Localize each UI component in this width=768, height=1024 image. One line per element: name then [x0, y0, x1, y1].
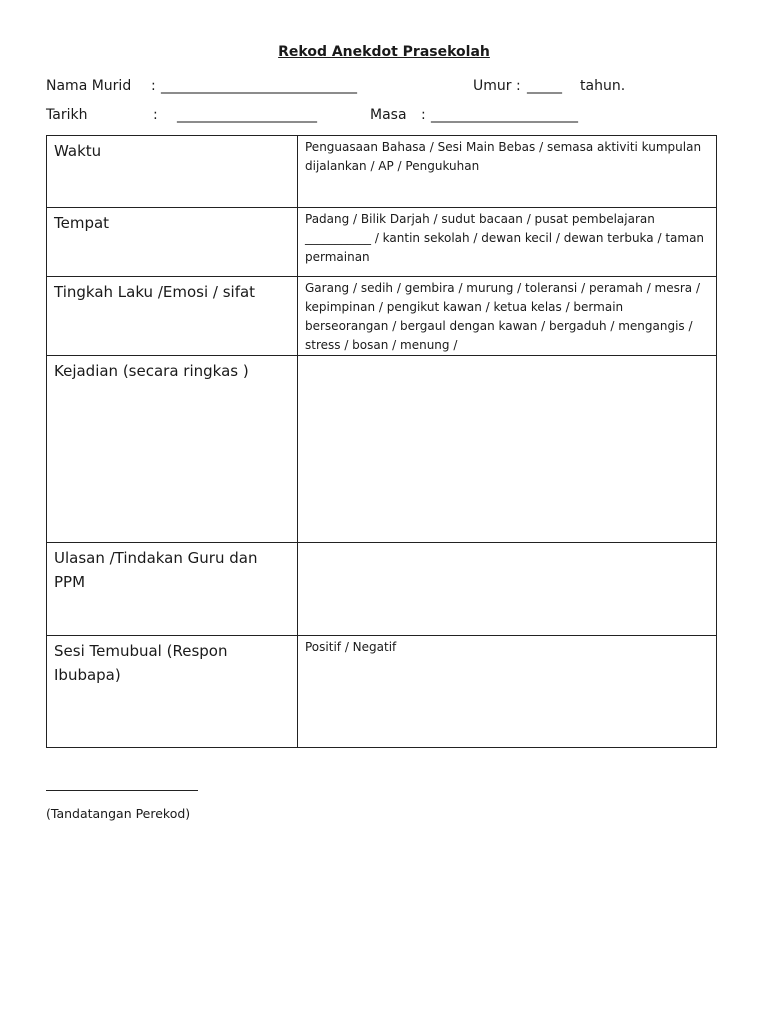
kejadian-label-cell: [47, 356, 298, 543]
tarikh-label: Tarikh: [46, 107, 88, 123]
row-sesi-temubual: [47, 636, 717, 748]
ulasan-label-cell: [47, 543, 298, 636]
kejadian-input[interactable]: [298, 356, 717, 543]
umur-suffix: tahun.: [580, 78, 626, 94]
signature-caption: (Tandatangan Perekod): [46, 806, 191, 821]
masa-input[interactable]: _____________________: [431, 107, 578, 123]
kejadian-value: [298, 356, 716, 358]
signature-line[interactable]: [46, 790, 198, 791]
tempat-label: Tempat: [54, 214, 110, 232]
kejadian-label: Kejadian (secara ringkas ): [54, 362, 249, 380]
row-tempat: [47, 208, 717, 277]
row-ulasan: [47, 543, 717, 636]
ulasan-input[interactable]: [298, 543, 717, 636]
ulasan-value: [298, 543, 716, 545]
tingkah-laku-label-cell: [47, 277, 298, 356]
form-title: Rekod Anekdot Prasekolah: [278, 44, 490, 60]
tempat-label-cell: [47, 208, 298, 277]
tarikh-separator: :: [153, 107, 158, 123]
sesi-temubual-label-cell: [47, 636, 298, 748]
tarikh-input[interactable]: ____________________: [177, 107, 317, 123]
waktu-label-cell: [47, 136, 298, 208]
tingkah-laku-label: Tingkah Laku /Emosi / sifat: [54, 283, 256, 301]
tingkah-laku-options: Garang / sedih / gembira / murung / toleransi / peramah / mesra / kepimpinan / pengikut kawan / ketua kelas / bermain berseorangan / bergaul dengan kawan / bergaduh / mengangis / stress / bosan / menung /: [305, 281, 701, 352]
row-waktu: [47, 136, 717, 208]
waktu-label: Waktu: [54, 142, 102, 160]
sesi-temubual-label: Sesi Temubual (Respon Ibubapa): [54, 642, 228, 684]
ulasan-label: Ulasan /Tindakan Guru dan PPM: [54, 549, 258, 591]
sesi-temubual-value-cell[interactable]: [298, 636, 717, 748]
nama-murid-input[interactable]: ____________________________: [161, 78, 357, 94]
tempat-value-cell[interactable]: [298, 208, 717, 277]
nama-murid-separator: :: [151, 78, 156, 94]
nama-murid-label: Nama Murid: [46, 78, 132, 94]
umur-label: Umur :: [473, 78, 521, 94]
anecdote-table: [46, 135, 717, 748]
masa-label: Masa: [370, 107, 407, 123]
masa-separator: :: [421, 107, 426, 123]
sesi-temubual-options: Positif / Negatif: [305, 640, 397, 654]
tingkah-laku-value-cell[interactable]: [298, 277, 717, 356]
row-kejadian: [47, 356, 717, 543]
tempat-options: Padang / Bilik Darjah / sudut bacaan / pusat pembelajaran ___________ / kantin sekolah / dewan kecil / dewan terbuka / taman permainan: [305, 212, 705, 264]
row-tingkah-laku: [47, 277, 717, 356]
waktu-value-cell[interactable]: [298, 136, 717, 208]
umur-input[interactable]: _____: [527, 78, 562, 94]
waktu-options: Penguasaan Bahasa / Sesi Main Bebas / semasa aktiviti kumpulan dijalankan / AP / Pengukuhan: [305, 140, 702, 173]
